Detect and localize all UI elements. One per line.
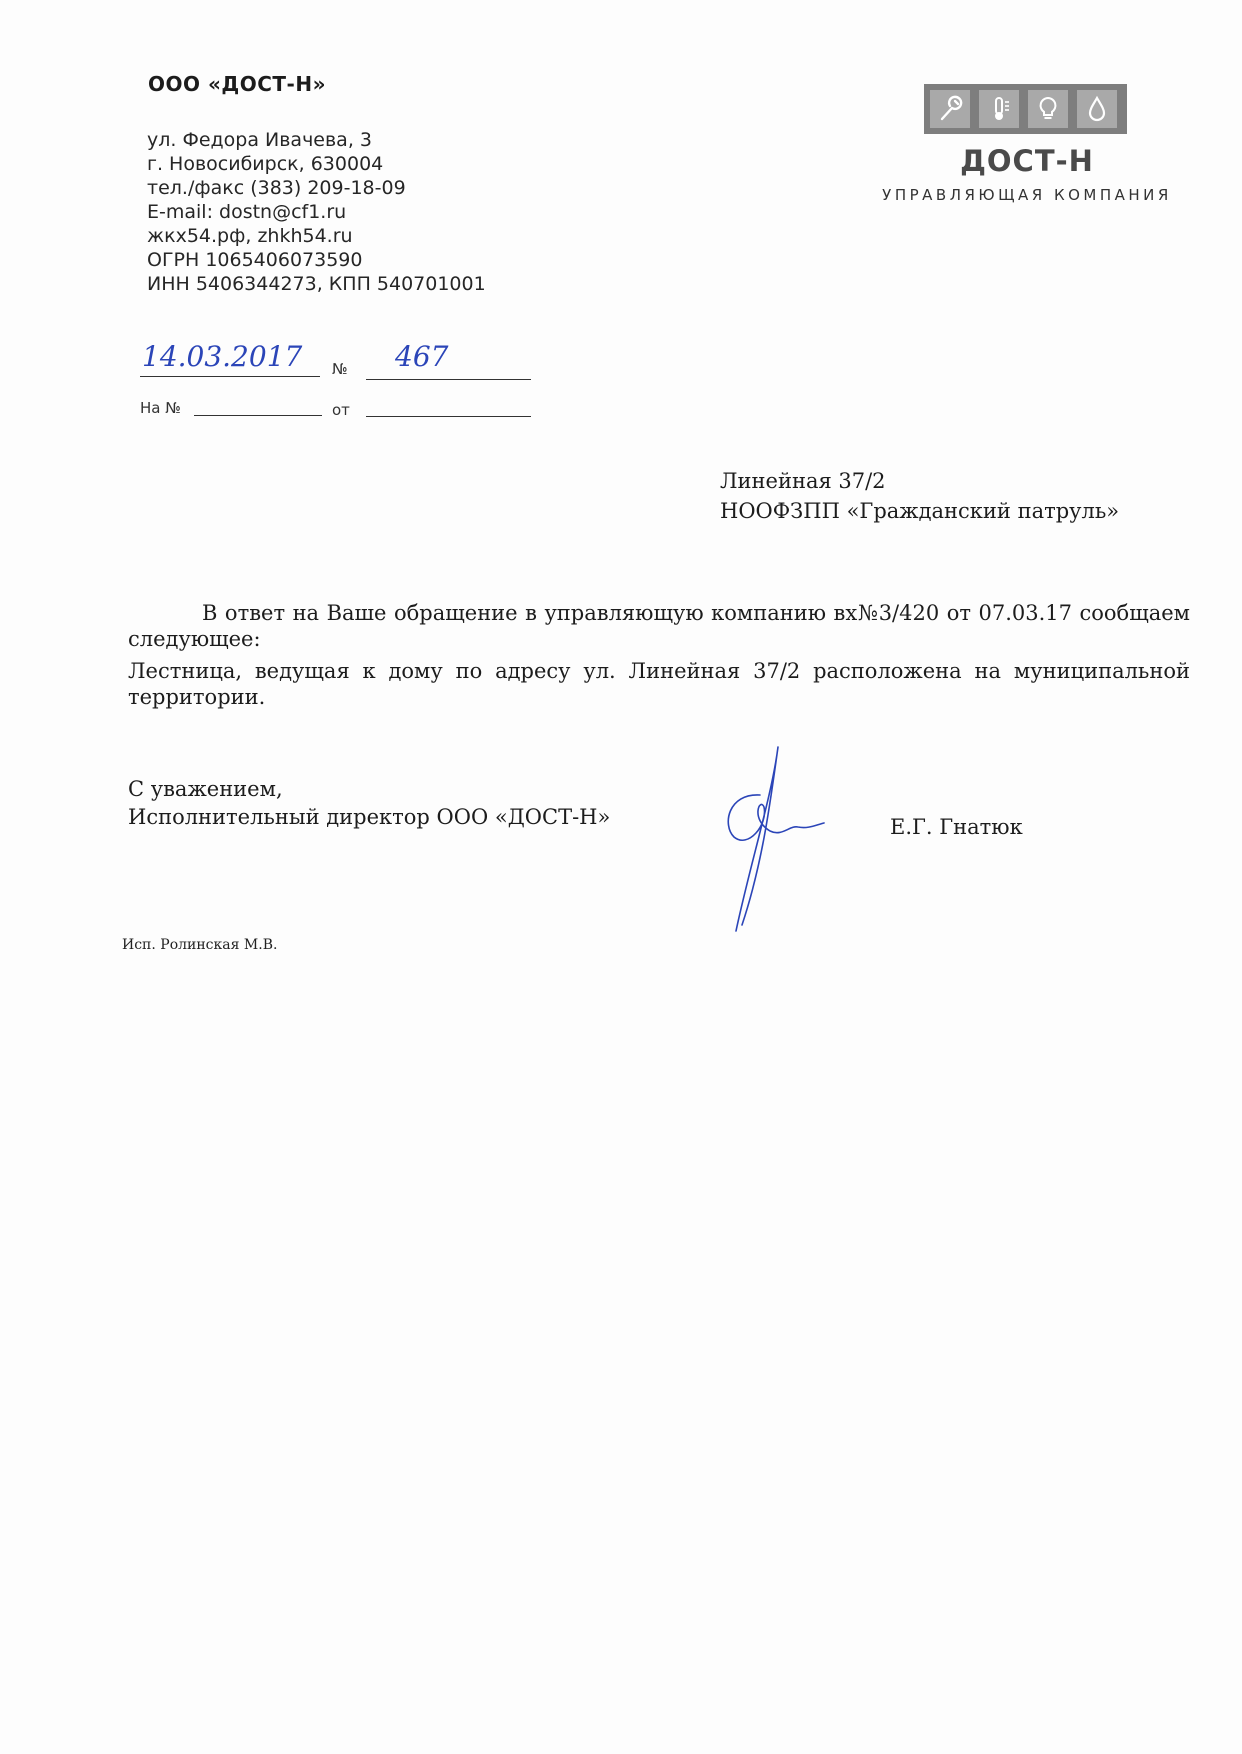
thermometer-icon bbox=[979, 90, 1019, 128]
number-label: № bbox=[332, 360, 348, 378]
signer-name: Е.Г. Гнатюк bbox=[890, 815, 1023, 839]
sender-phone: тел./факс (383) 209-18-09 bbox=[147, 177, 406, 199]
sender-ogrn: ОГРН 1065406073590 bbox=[147, 249, 363, 271]
reply-to-label: На № bbox=[140, 399, 181, 417]
sender-company-name: ООО «ДОСТ-Н» bbox=[148, 72, 326, 96]
sender-city: г. Новосибирск, 630004 bbox=[147, 153, 384, 175]
closing-block bbox=[128, 775, 610, 831]
reply-to-underline bbox=[194, 415, 322, 416]
light-bulb-icon bbox=[1028, 90, 1068, 128]
from-label: от bbox=[332, 401, 350, 419]
recipient-block bbox=[720, 466, 1119, 526]
sender-street: ул. Федора Ивачева, 3 bbox=[147, 129, 372, 151]
from-underline bbox=[366, 416, 531, 417]
letter-body bbox=[128, 600, 1190, 716]
executor-note: Исп. Ролинская М.В. bbox=[122, 937, 278, 953]
body-paragraph-2: Лестница, ведущая к дому по адресу ул. Линейная 37/2 расположена на муниципальной территории. bbox=[128, 659, 1190, 709]
sender-websites: жкх54.рф, zhkh54.ru bbox=[147, 225, 353, 247]
sender-email: E-mail: dostn@cf1.ru bbox=[147, 201, 347, 223]
water-drop-icon bbox=[1077, 90, 1117, 128]
sender-address-block bbox=[147, 128, 486, 296]
outgoing-date: 14.03.2017 bbox=[142, 340, 303, 373]
outgoing-number: 467 bbox=[395, 340, 449, 373]
recipient-address: Линейная 37/2 bbox=[720, 469, 886, 493]
logo-subtitle: УПРАВЛЯЮЩАЯ КОМПАНИЯ bbox=[882, 186, 1172, 204]
body-paragraph-1: В ответ на Ваше обращение в управляющую компанию вх№3/420 от 07.03.17 сообщаем следующее: bbox=[128, 601, 1190, 651]
date-underline bbox=[140, 376, 320, 377]
closing-regards: С уважением, bbox=[128, 777, 283, 801]
signer-position: Исполнительный директор ООО «ДОСТ-Н» bbox=[128, 805, 611, 829]
wrench-icon bbox=[930, 90, 970, 128]
logo-title: ДОСТ-Н bbox=[960, 144, 1094, 178]
number-underline bbox=[366, 379, 531, 380]
logo-icon-strip bbox=[924, 84, 1127, 134]
sender-inn-kpp: ИНН 5406344273, КПП 540701001 bbox=[147, 273, 486, 295]
recipient-organization: НООФЗПП «Гражданский патруль» bbox=[720, 499, 1120, 523]
handwritten-signature bbox=[720, 745, 830, 935]
